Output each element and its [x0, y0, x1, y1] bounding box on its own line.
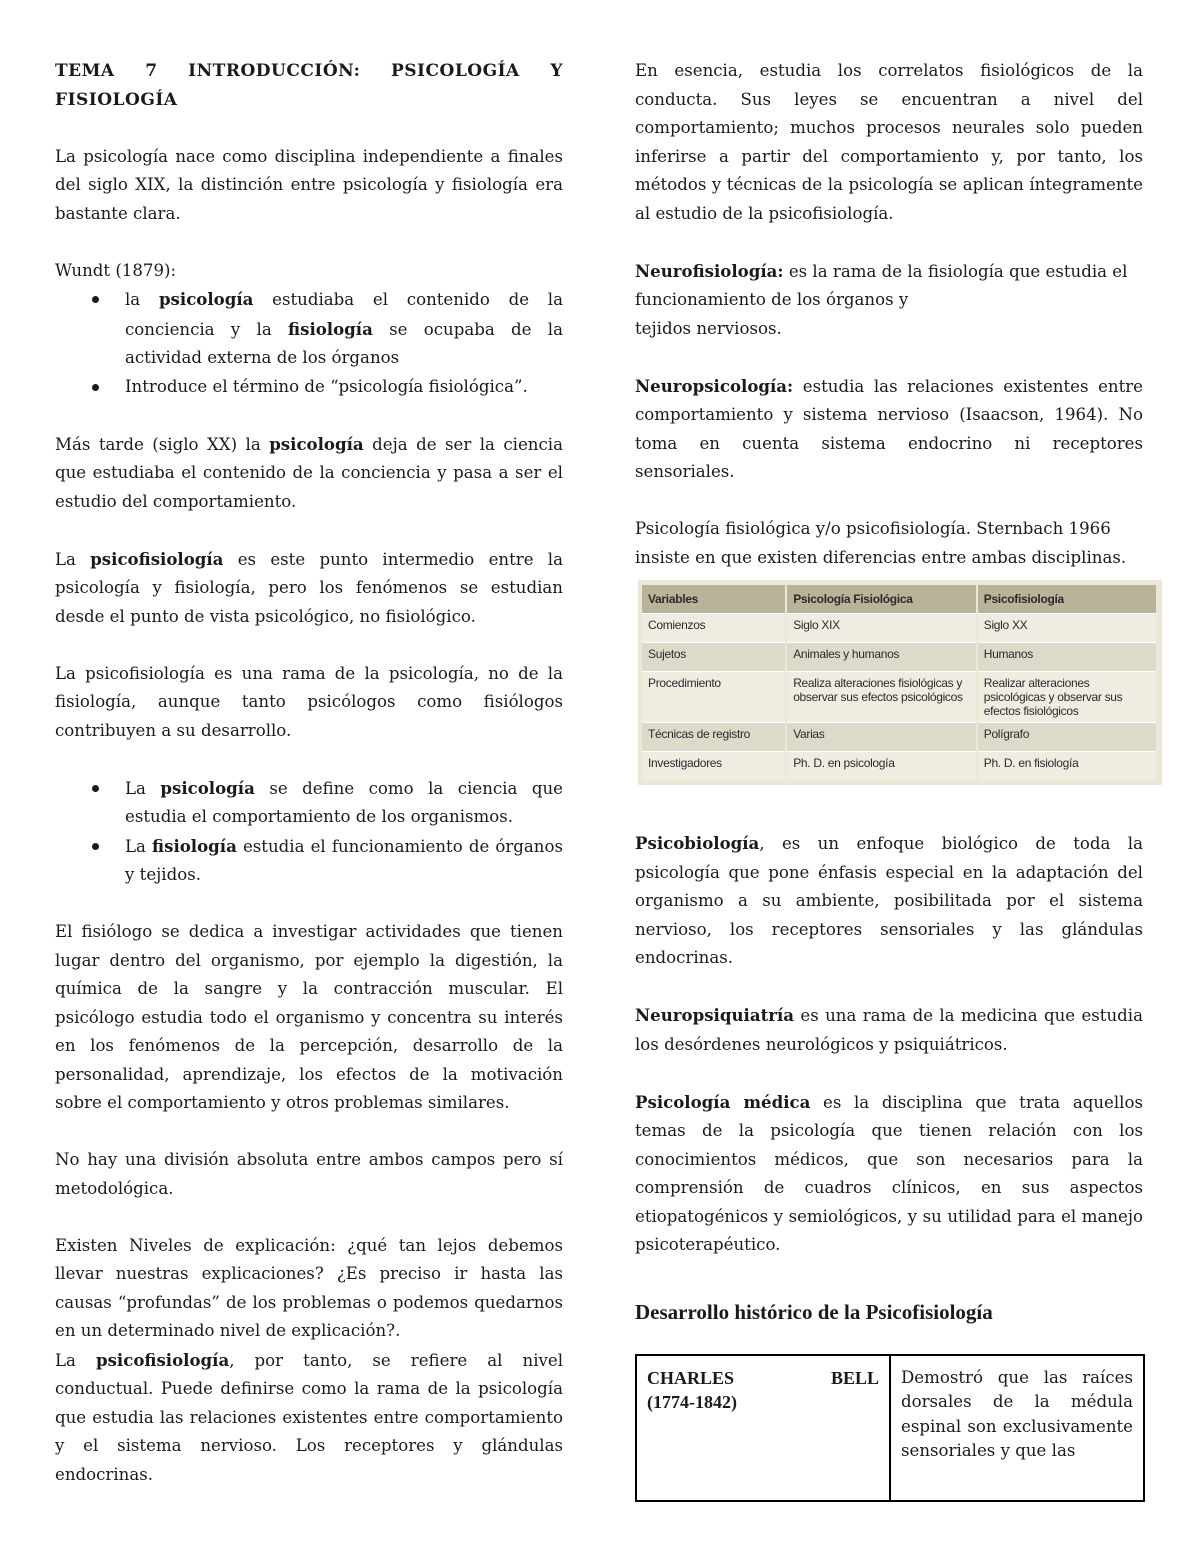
table-row [642, 643, 1157, 672]
paragraph-conductual: La psicofisiología, por tanto, se refiere al nivel conductual. Puede definirse como la rama de la psicología que estudia las relaciones existentes entre comportamiento y el sistema nervioso. Los receptores y glándulas endocrinas. [55, 1349, 564, 1484]
table-cell: Humanos [977, 643, 1157, 672]
table-cell: Siglo XIX [786, 614, 977, 643]
paragraph-neuropsicologia: Neuropsicología: estudia las relaciones existentes entre comportamiento y sistema nervioso (Isaacson, 1964). No toma en cuenta sistema endocrino ni receptores sensoriales. [635, 375, 1143, 481]
paragraph-fisiologo: El fisiólogo se dedica a investigar actividades que tienen lugar dentro del organismo, por ejemplo la digestión, la química de la sangre y la contracción muscular. El psicólogo estudia todo el organismo y concentra su interés en los fenómenos de la percepción, desarrollo de la personalidad, aprendizaje, los efectos de la motivación sobre el comportamiento y otros problemas similares. [55, 922, 563, 1112]
paragraph-psicofisiologia: La psicofisiología es este punto intermedio entre la psicología y fisiología, pero los fenómenos se estudian desde el punto de vista psicológico, no fisiológico. [55, 548, 563, 626]
table-cell: Varias [786, 723, 977, 752]
paragraph-neurofisiologia: Neurofisiología: es la rama de la fisiología que estudia el funcionamiento de los órganos y tejidos nerviosos. [635, 260, 1128, 338]
table-row [642, 752, 1157, 781]
paragraph-division: No hay una división absoluta entre ambos campos pero sí metodológica. [55, 1150, 563, 1198]
table-cell: Técnicas de registro [642, 723, 786, 752]
comparison-table [642, 585, 1158, 780]
table-cell: Realiza alteraciones fisiológicas y observar sus efectos psicológicos [786, 672, 977, 723]
paragraph-niveles: Existen Niveles de explicación: ¿qué tan lejos debemos llevar nuestras explicaciones? ¿Es preciso ir hasta las causas “profundas” de los problemas o podemos quedarnos en un determinado nivel de explicación?. [55, 1235, 563, 1340]
paragraph-psicobiologia: Psicobiología, es un enfoque biológico de toda la psicología que pone énfasis especial en la adaptación del organismo a su ambiente, posibilitada por el sistema nervioso, los receptores sensoriales y las glándulas endocrinas. [635, 833, 1143, 967]
table-cell: Polígrafo [977, 723, 1157, 752]
history-desc-cell: Demostró que las raíces dorsales de la médula espinal son exclusivamente sensoriales y que las [890, 1355, 1144, 1501]
table-row [642, 614, 1157, 643]
left-column [55, 57, 563, 1489]
paragraph-sternbach: Psicología fisiológica y/o psicofisiología. Sternbach 1966 insiste en que existen diferencias entre ambas disciplinas. [635, 519, 1127, 567]
list-item: La psicología se define como la ciencia que estudia el comportamiento de los organismos. [125, 774, 563, 832]
paragraph-neuropsiquiatria: Neuropsiquiatría es una rama de la medicina que estudia los desórdenes neurológicos y psiquiátricos. [635, 1005, 1143, 1054]
table-row [636, 1355, 1144, 1501]
history-table [635, 1354, 1145, 1502]
list-item: Introduce el término de “psicología fisiológica”. [125, 373, 563, 402]
table-row [642, 723, 1157, 752]
table-header: Psicofisiología [977, 585, 1157, 614]
right-column [635, 57, 1143, 1502]
paragraph-later: Más tarde (siglo XX) la psicología deja de ser la ciencia que estudiaba el contenido de la conciencia y pasa a ser el estudio del comportamiento. [55, 433, 563, 511]
table-cell: Ph. D. en psicología [786, 752, 977, 781]
wundt-list [55, 285, 563, 401]
table-cell: Realizar alteraciones psicológicas y observar sus efectos fisiológicos [977, 672, 1157, 723]
table-cell: Animales y humanos [786, 643, 977, 672]
list-item: La fisiología estudia el funcionamiento de órganos y tejidos. [125, 832, 563, 890]
table-cell: Procedimiento [642, 672, 786, 723]
list-item: la psicología estudiaba el contenido de la conciencia y la fisiología se ocupaba de la actividad externa de los órganos [125, 285, 563, 373]
document-title: TEMA 7 INTRODUCCIÓN: PSICOLOGÍA Y FISIOLOGÍA [55, 61, 563, 110]
paragraph-psicologia-medica: Psicología médica es la disciplina que trata aquellos temas de la psicología que tienen relación con los conocimientos médicos, que son necesarios para la comprensión de cuadros clínicos, en sus aspectos etiopatogénicos y semiológicos, y su utilidad para el manejo psicoterapéutico. [635, 1091, 1143, 1254]
table-cell: Ph. D. en fisiología [977, 752, 1157, 781]
table-cell: Comienzos [642, 614, 786, 643]
paragraph-origin: La psicología nace como disciplina independiente a finales del siglo XIX, la distinción entre psicología y fisiología era bastante clara. [55, 146, 563, 223]
wundt-heading: Wundt (1879): [55, 260, 177, 280]
table-cell: Siglo XX [977, 614, 1157, 643]
table-cell: Investigadores [642, 752, 786, 781]
paragraph-rama: La psicofisiología es una rama de la psicología, no de la fisiología, aunque tanto psicólogos como fisiólogos contribuyen a su desarrollo. [55, 663, 563, 740]
history-heading: Desarrollo histórico de la Psicofisiología [635, 1299, 993, 1324]
table-header: Variables [642, 585, 786, 614]
comparison-table-image [638, 580, 1162, 785]
paragraph-esencia: En esencia, estudia los correlatos fisiológicos de la conducta. Sus leyes se encuentran a nivel del comportamiento; muchos procesos neurales solo pueden inferirse a partir del comportamiento y, por tanto, los métodos y técnicas de la psicología se aplican íntegramente al estudio de la psicofisiología. [635, 61, 1143, 223]
table-header: Psicología Fisiológica [786, 585, 977, 614]
history-name-cell: CHARLES BELL (1774-1842) [636, 1355, 890, 1501]
definitions-list [55, 774, 563, 890]
table-cell: Sujetos [642, 643, 786, 672]
table-row [642, 672, 1157, 723]
